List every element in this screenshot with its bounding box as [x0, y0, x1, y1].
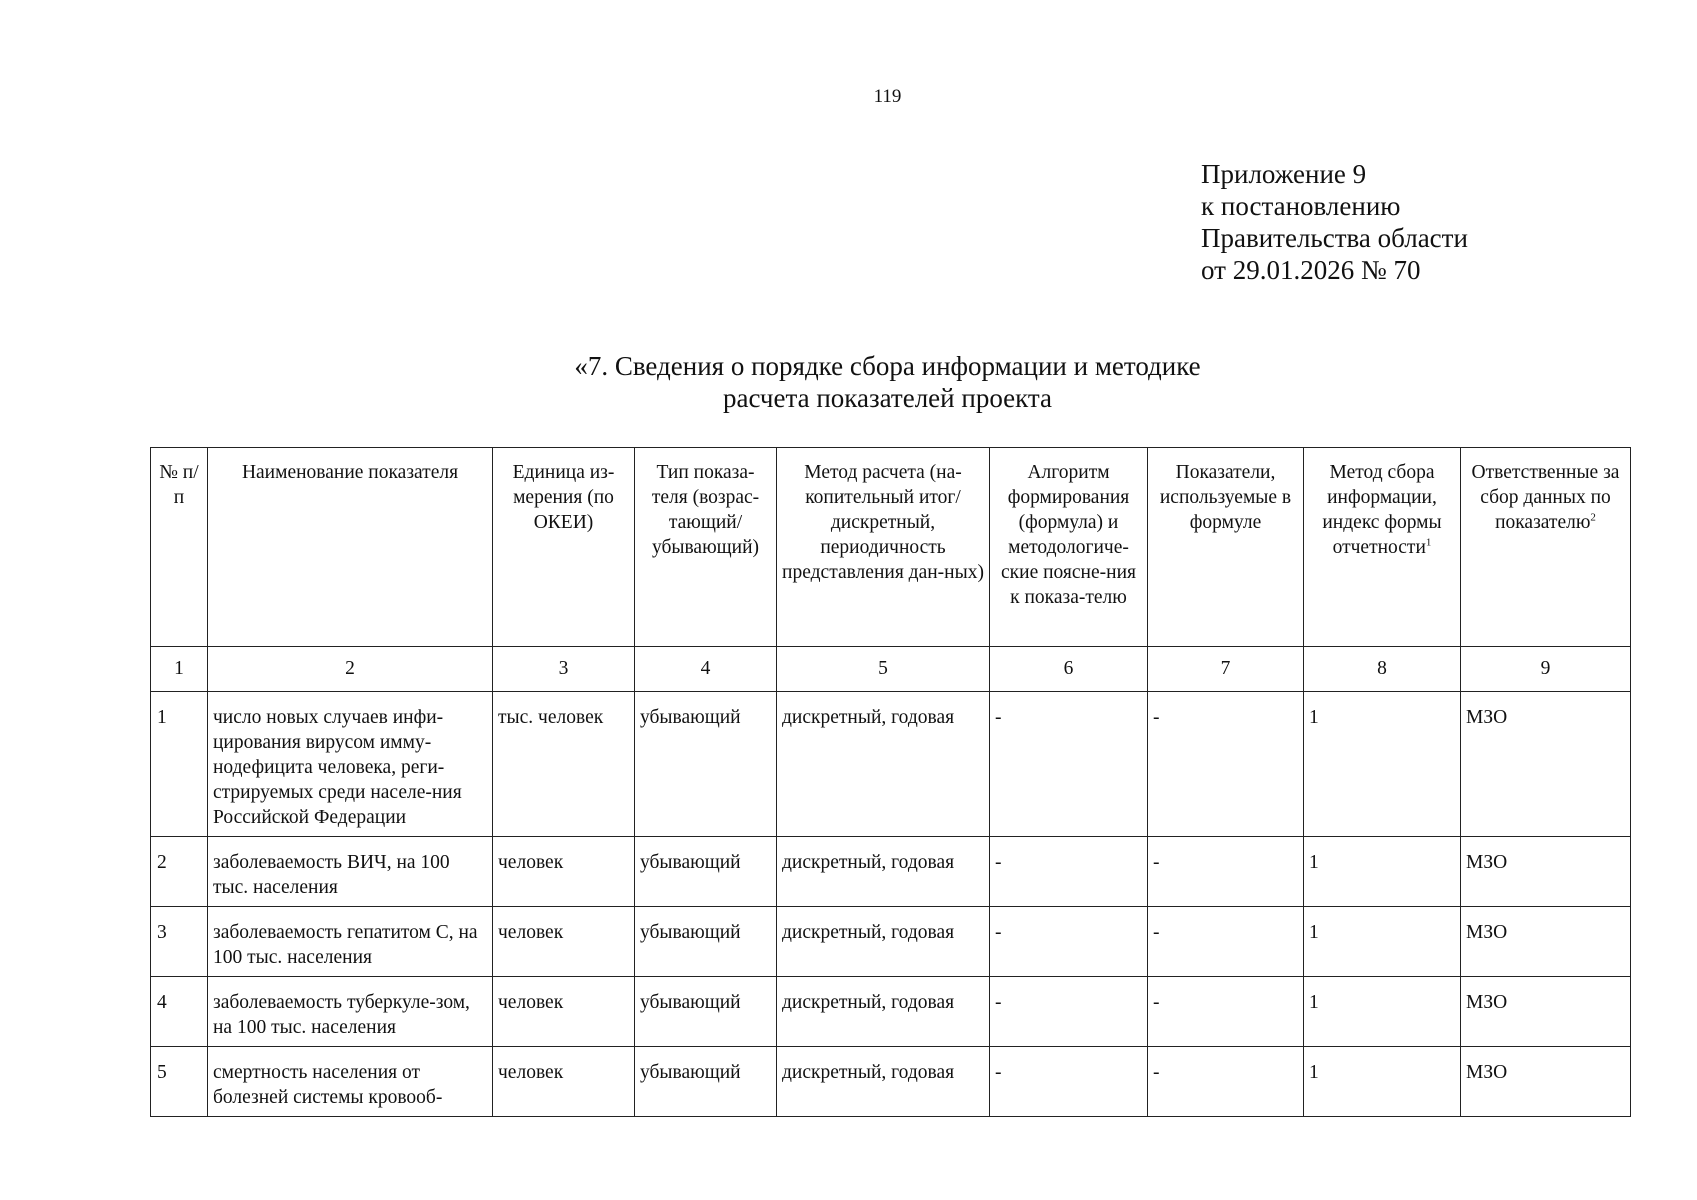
- title-line-2: расчета показателей проекта: [722, 383, 1053, 413]
- table-cell: МЗО: [1461, 977, 1631, 1047]
- appendix-line-3: Правительства области: [1201, 223, 1468, 253]
- table-row: [151, 1047, 1631, 1117]
- table-cell: -: [990, 977, 1148, 1047]
- table-cell: -: [990, 837, 1148, 907]
- table-cell: МЗО: [1461, 692, 1631, 837]
- table-cell: смертность населения от болезней системы кровооб-: [208, 1047, 493, 1117]
- table-header-row: [151, 448, 1631, 647]
- table-cell: убывающий: [635, 692, 777, 837]
- appendix-line-4: от 29.01.2026 № 70: [1201, 255, 1421, 285]
- column-number: 6: [990, 647, 1148, 692]
- table-cell: убывающий: [635, 977, 777, 1047]
- table-cell: 1: [1304, 837, 1461, 907]
- header-cell: Показатели, используемые в формуле: [1148, 448, 1304, 647]
- column-number: 7: [1148, 647, 1304, 692]
- column-number: 5: [777, 647, 990, 692]
- table-cell: дискретный, годовая: [777, 907, 990, 977]
- table-cell: -: [990, 1047, 1148, 1117]
- table-cell: -: [990, 692, 1148, 837]
- appendix-reference: [1201, 158, 1468, 286]
- document-title: [0, 350, 1697, 414]
- table-cell: -: [990, 907, 1148, 977]
- header-cell: [1304, 448, 1461, 647]
- header-text: Ответственные за сбор данных по показателю: [1471, 462, 1620, 533]
- table-cell: убывающий: [635, 1047, 777, 1117]
- column-number: 3: [493, 647, 635, 692]
- table-cell: 1: [1304, 907, 1461, 977]
- table-cell: убывающий: [635, 907, 777, 977]
- column-number: 9: [1461, 647, 1631, 692]
- appendix-line-2: к постановлению: [1201, 191, 1401, 221]
- table-cell: -: [1148, 837, 1304, 907]
- header-cell: № п/п: [151, 448, 208, 647]
- table-row: [151, 837, 1631, 907]
- table-cell: МЗО: [1461, 837, 1631, 907]
- column-number-row: [151, 647, 1631, 692]
- header-cell: Алгоритм формирования (формула) и методологиче-ские поясне-ния к показа-телю: [990, 448, 1148, 647]
- header-cell: Единица из-мерения (по ОКЕИ): [493, 448, 635, 647]
- table-cell: заболеваемость гепатитом С, на 100 тыс. населения: [208, 907, 493, 977]
- table-row: [151, 977, 1631, 1047]
- header-text: Метод сбора информации, индекс формы отчетности: [1322, 462, 1442, 558]
- table-cell: дискретный, годовая: [777, 692, 990, 837]
- column-number: 4: [635, 647, 777, 692]
- indicators-table: [150, 447, 1631, 1117]
- table-cell: заболеваемость ВИЧ, на 100 тыс. населения: [208, 837, 493, 907]
- table-cell: 1: [1304, 977, 1461, 1047]
- table-cell: дискретный, годовая: [777, 977, 990, 1047]
- table-cell: 2: [151, 837, 208, 907]
- column-number: 1: [151, 647, 208, 692]
- table-cell: -: [1148, 907, 1304, 977]
- header-cell: Метод расчета (на-копительный итог/дискретный, периодичность представления дан-ных): [777, 448, 990, 647]
- table-cell: 5: [151, 1047, 208, 1117]
- table-row: [151, 907, 1631, 977]
- table-cell: МЗО: [1461, 907, 1631, 977]
- page-number: 119: [873, 86, 902, 107]
- footnote-mark: 1: [1425, 536, 1432, 549]
- table-cell: человек: [493, 1047, 635, 1117]
- table-cell: дискретный, годовая: [777, 837, 990, 907]
- table-cell: заболеваемость туберкуле-зом, на 100 тыс. населения: [208, 977, 493, 1047]
- header-cell: Тип показа-теля (возрас-тающий/ убывающий): [635, 448, 777, 647]
- appendix-line-1: Приложение 9: [1201, 159, 1367, 189]
- table-cell: -: [1148, 692, 1304, 837]
- table-cell: 1: [1304, 692, 1461, 837]
- column-number: 2: [208, 647, 493, 692]
- footnote-mark: 2: [1590, 511, 1596, 524]
- table-cell: тыс. человек: [493, 692, 635, 837]
- table-cell: МЗО: [1461, 1047, 1631, 1117]
- table-cell: число новых случаев инфи-цирования вирусом имму-нодефицита человека, реги-стрируемых среди населе-ния Российской Федерации: [208, 692, 493, 837]
- table-body: [151, 692, 1631, 1117]
- header-cell: [1461, 448, 1631, 647]
- table-cell: 4: [151, 977, 208, 1047]
- table-cell: человек: [493, 907, 635, 977]
- table-cell: -: [1148, 1047, 1304, 1117]
- table-cell: -: [1148, 977, 1304, 1047]
- table-cell: дискретный, годовая: [777, 1047, 990, 1117]
- table-row: [151, 692, 1631, 837]
- table-cell: человек: [493, 977, 635, 1047]
- header-cell: Наименование показателя: [208, 448, 493, 647]
- title-line-1: «7. Сведения о порядке сбора информации и методике: [574, 351, 1201, 381]
- column-number: 8: [1304, 647, 1461, 692]
- table-cell: человек: [493, 837, 635, 907]
- table-cell: убывающий: [635, 837, 777, 907]
- table-cell: 1: [1304, 1047, 1461, 1117]
- table-cell: 3: [151, 907, 208, 977]
- table-cell: 1: [151, 692, 208, 837]
